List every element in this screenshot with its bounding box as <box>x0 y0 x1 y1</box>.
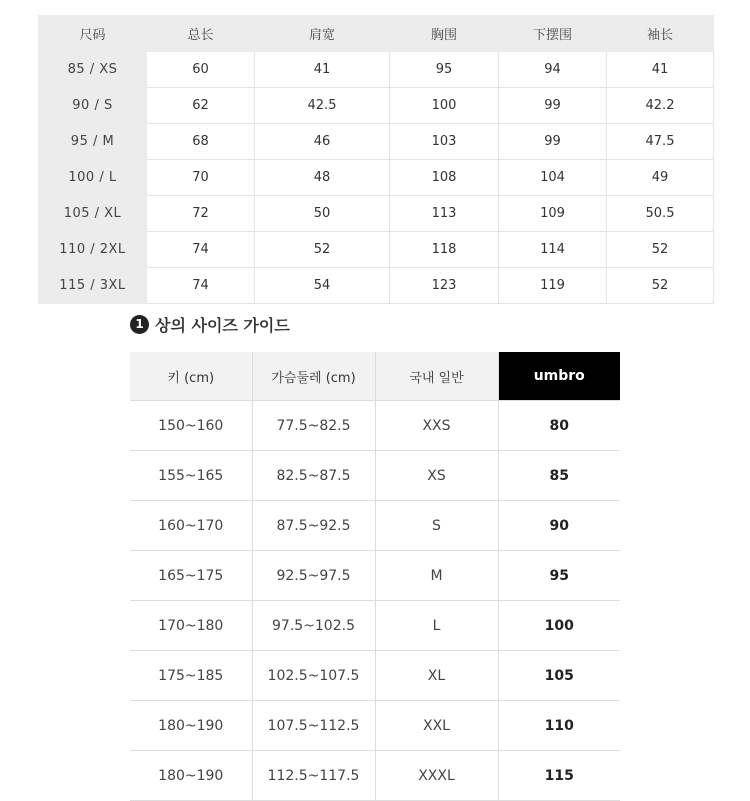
table-row <box>130 701 620 751</box>
measurement-header-row <box>39 16 714 52</box>
measurement-cell: 42.2 <box>607 88 714 124</box>
header-brand-size: umbro <box>498 352 620 401</box>
height-cell: 155~165 <box>130 451 252 501</box>
section-title-text: 상의 사이즈 가이드 <box>155 315 290 335</box>
domestic-size-cell: S <box>375 501 498 551</box>
table-row <box>130 651 620 701</box>
table-row <box>39 88 714 124</box>
measurement-cell: 109 <box>499 196 607 232</box>
measurement-cell: 100 <box>390 88 499 124</box>
chest-cell: 77.5~82.5 <box>252 401 375 451</box>
measurement-cell: 60 <box>147 52 255 88</box>
measurement-cell: 74 <box>147 232 255 268</box>
size-label-cell: 110 / 2XL <box>39 232 147 268</box>
table-row <box>130 551 620 601</box>
size-label-cell: 100 / L <box>39 160 147 196</box>
height-cell: 180~190 <box>130 751 252 801</box>
measurement-cell: 42.5 <box>255 88 390 124</box>
height-cell: 160~170 <box>130 501 252 551</box>
number-badge: 1 <box>130 315 149 334</box>
measurement-cell: 95 <box>390 52 499 88</box>
header-total-length: 总长 <box>147 16 255 52</box>
measurement-cell: 52 <box>255 232 390 268</box>
measurement-cell: 103 <box>390 124 499 160</box>
measurement-cell: 54 <box>255 268 390 304</box>
header-chest: 胸围 <box>390 16 499 52</box>
header-sleeve-length: 袖长 <box>607 16 714 52</box>
table-row <box>39 124 714 160</box>
section-title <box>130 312 290 336</box>
measurement-cell: 50.5 <box>607 196 714 232</box>
chest-cell: 97.5~102.5 <box>252 601 375 651</box>
height-cell: 165~175 <box>130 551 252 601</box>
table-row <box>39 196 714 232</box>
table-row <box>130 501 620 551</box>
table-row <box>39 160 714 196</box>
measurement-cell: 49 <box>607 160 714 196</box>
height-cell: 170~180 <box>130 601 252 651</box>
measurement-cell: 52 <box>607 268 714 304</box>
domestic-size-cell: L <box>375 601 498 651</box>
table-row <box>130 751 620 801</box>
measurement-cell: 52 <box>607 232 714 268</box>
domestic-size-cell: M <box>375 551 498 601</box>
measurement-cell: 108 <box>390 160 499 196</box>
measurement-cell: 41 <box>607 52 714 88</box>
measurement-cell: 46 <box>255 124 390 160</box>
domestic-size-cell: XL <box>375 651 498 701</box>
domestic-size-cell: XS <box>375 451 498 501</box>
table-row <box>39 268 714 304</box>
size-label-cell: 90 / S <box>39 88 147 124</box>
measurement-table <box>38 15 714 304</box>
brand-size-cell: 90 <box>498 501 620 551</box>
measurement-cell: 68 <box>147 124 255 160</box>
measurement-cell: 41 <box>255 52 390 88</box>
brand-size-cell: 95 <box>498 551 620 601</box>
chest-cell: 112.5~117.5 <box>252 751 375 801</box>
header-chest-circumference: 가슴둘레 (cm) <box>252 352 375 401</box>
size-label-cell: 85 / XS <box>39 52 147 88</box>
table-row <box>130 451 620 501</box>
measurement-cell: 99 <box>499 88 607 124</box>
measurement-cell: 48 <box>255 160 390 196</box>
table-row <box>130 401 620 451</box>
header-domestic-size: 국내 일반 <box>375 352 498 401</box>
domestic-size-cell: XXL <box>375 701 498 751</box>
size-label-cell: 95 / M <box>39 124 147 160</box>
measurement-cell: 114 <box>499 232 607 268</box>
table-row <box>130 601 620 651</box>
domestic-size-cell: XXXL <box>375 751 498 801</box>
chest-cell: 82.5~87.5 <box>252 451 375 501</box>
measurement-cell: 47.5 <box>607 124 714 160</box>
header-size: 尺码 <box>39 16 147 52</box>
measurement-cell: 123 <box>390 268 499 304</box>
table-row <box>39 232 714 268</box>
size-guide-table <box>130 352 620 801</box>
measurement-cell: 70 <box>147 160 255 196</box>
brand-size-cell: 115 <box>498 751 620 801</box>
brand-size-cell: 100 <box>498 601 620 651</box>
measurement-cell: 99 <box>499 124 607 160</box>
header-height: 키 (cm) <box>130 352 252 401</box>
table-row <box>39 52 714 88</box>
measurement-cell: 94 <box>499 52 607 88</box>
measurement-cell: 50 <box>255 196 390 232</box>
measurement-cell: 62 <box>147 88 255 124</box>
domestic-size-cell: XXS <box>375 401 498 451</box>
chest-cell: 92.5~97.5 <box>252 551 375 601</box>
header-shoulder-width: 肩宽 <box>255 16 390 52</box>
brand-size-cell: 110 <box>498 701 620 751</box>
height-cell: 180~190 <box>130 701 252 751</box>
guide-header-row <box>130 352 620 401</box>
height-cell: 175~185 <box>130 651 252 701</box>
brand-size-cell: 105 <box>498 651 620 701</box>
size-label-cell: 105 / XL <box>39 196 147 232</box>
measurement-cell: 104 <box>499 160 607 196</box>
chest-cell: 87.5~92.5 <box>252 501 375 551</box>
size-label-cell: 115 / 3XL <box>39 268 147 304</box>
measurement-cell: 113 <box>390 196 499 232</box>
chest-cell: 102.5~107.5 <box>252 651 375 701</box>
chest-cell: 107.5~112.5 <box>252 701 375 751</box>
height-cell: 150~160 <box>130 401 252 451</box>
brand-size-cell: 85 <box>498 451 620 501</box>
measurement-cell: 119 <box>499 268 607 304</box>
brand-size-cell: 80 <box>498 401 620 451</box>
header-hem: 下摆围 <box>499 16 607 52</box>
measurement-cell: 118 <box>390 232 499 268</box>
measurement-cell: 74 <box>147 268 255 304</box>
measurement-cell: 72 <box>147 196 255 232</box>
